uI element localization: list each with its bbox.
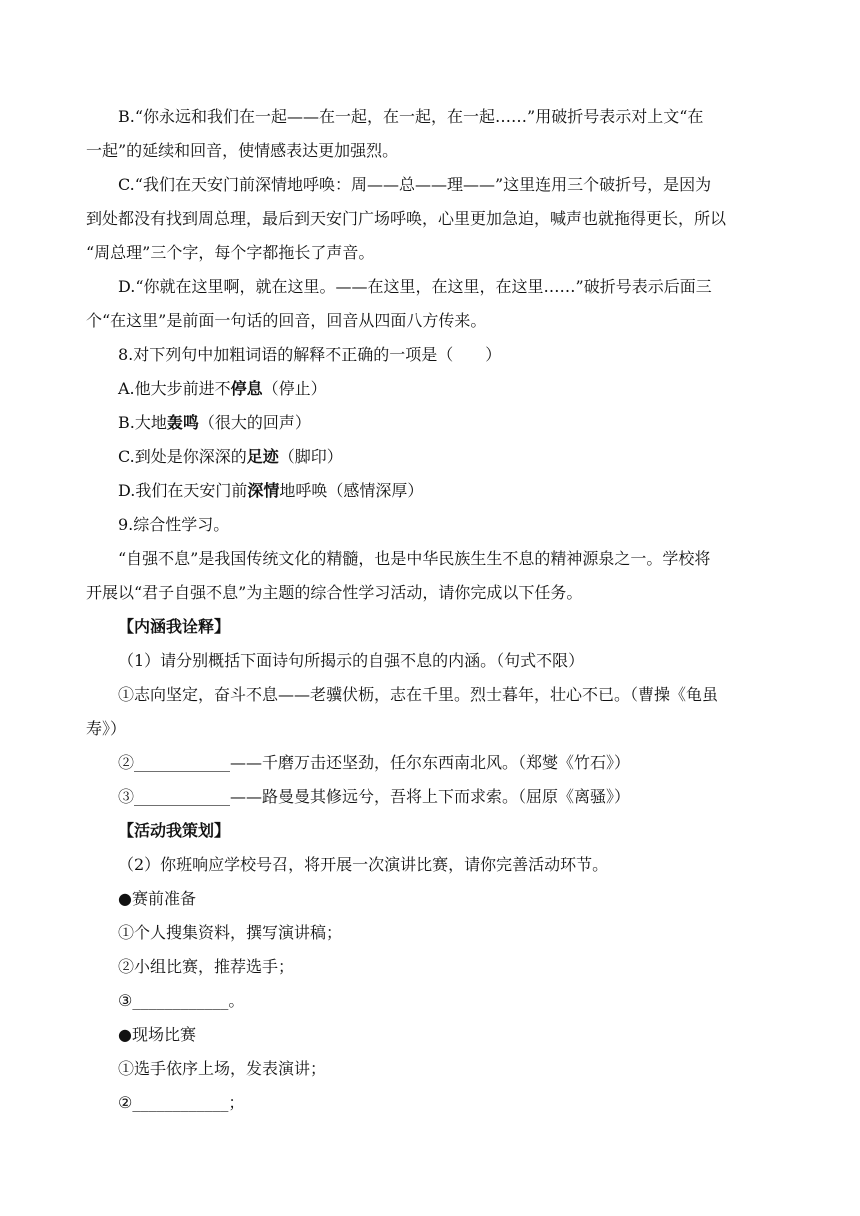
task-1-item-2: ②____________——千磨万击还坚劲，任尔东西南北风。（郑燮《竹石》）: [118, 753, 631, 772]
question-8-option-a: [86, 372, 782, 406]
option-a-text: A.他大步前进不: [118, 379, 231, 398]
option-a-bold-word: 停息: [230, 379, 263, 398]
option-b-line-2: 一起”的延续和回音，使情感表达更加强烈。: [86, 141, 399, 160]
document-content: [86, 100, 782, 1120]
option-d-explanation: 地呼唤（感情深厚）: [279, 481, 424, 500]
option-b-explanation: （很大的回声）: [198, 413, 311, 432]
option-b-bold-word: 轰鸣: [166, 413, 199, 432]
task-2-prompt: （2）你班响应学校号召，将开展一次演讲比赛，请你完善活动环节。: [118, 855, 609, 874]
stage-1-item-2: ②小组比赛，推荐选手；: [118, 957, 295, 976]
option-c-explanation: （脚印）: [278, 447, 343, 466]
question-9-stem: 9.综合性学习。: [118, 515, 230, 534]
option-c-line-3: “周总理”三个字，每个字都拖长了声音。: [86, 243, 375, 262]
option-d-line-1: D.“你就在这里啊，就在这里。——在这里，在这里，在这里……”破折号表示后面三: [118, 277, 712, 296]
option-d-text: D.我们在天安门前: [118, 481, 248, 500]
stage-1-item-1: ①个人搜集资料，撰写演讲稿；: [118, 923, 343, 942]
option-c-bold-word: 足迹: [246, 447, 279, 466]
section-title-planning: 【活动我策划】: [118, 821, 231, 840]
stage-2-item-2: ②____________；: [118, 1093, 245, 1112]
option-d-line-2: 个“在这里”是前面一句话的回音，回音从四面八方传来。: [86, 311, 487, 330]
section-title-meaning: 【内涵我诠释】: [118, 617, 231, 636]
stage-1-title: ●赛前准备: [118, 889, 196, 908]
question-9-intro-line-2: 开展以“君子自强不息”为主题的综合性学习活动，请你完成以下任务。: [86, 583, 583, 602]
question-9-intro-line-1: “自强不息”是我国传统文化的精髓，也是中华民族生生不息的精神源泉之一。学校将: [118, 549, 711, 568]
option-b-text: B.大地: [118, 413, 167, 432]
option-a-explanation: （停止）: [262, 379, 327, 398]
option-c-line-2: 到处都没有找到周总理，最后到天安门广场呼唤，心里更加急迫，喊声也就拖得更长，所以: [86, 209, 727, 228]
option-d-bold-word: 深情: [247, 481, 280, 500]
question-8-stem: 8.对下列句中加粗词语的解释不正确的一项是（ ）: [118, 345, 502, 364]
task-1-prompt: （1）请分别概括下面诗句所揭示的自强不息的内涵。（句式不限）: [118, 651, 585, 670]
option-c-text: C.到处是你深深的: [118, 447, 247, 466]
stage-1-item-3: ③____________。: [118, 991, 245, 1010]
task-1-item-1-line-2: 寿》）: [86, 719, 127, 738]
option-b-line-1: B.“你永远和我们在一起——在一起，在一起，在一起……”用破折号表示对上文“在: [118, 107, 704, 126]
question-8-option-b: [86, 406, 782, 440]
option-c-line-1: C.“我们在天安门前深情地呼唤：周——总——理——”这里连用三个破折号，是因为: [118, 175, 712, 194]
task-1-item-3: ③____________——路曼曼其修远兮，吾将上下而求索。（屈原《离骚》）: [118, 787, 631, 806]
task-1-item-1-line-1: ①志向坚定，奋斗不息——老骥伏枥，志在千里。烈士暮年，壮心不已。（曹操《龟虽: [118, 685, 719, 704]
question-8-option-d: [86, 474, 782, 508]
stage-2-title: ●现场比赛: [118, 1025, 196, 1044]
question-8-option-c: [86, 440, 782, 474]
stage-2-item-1: ①选手依序上场，发表演讲；: [118, 1059, 327, 1078]
